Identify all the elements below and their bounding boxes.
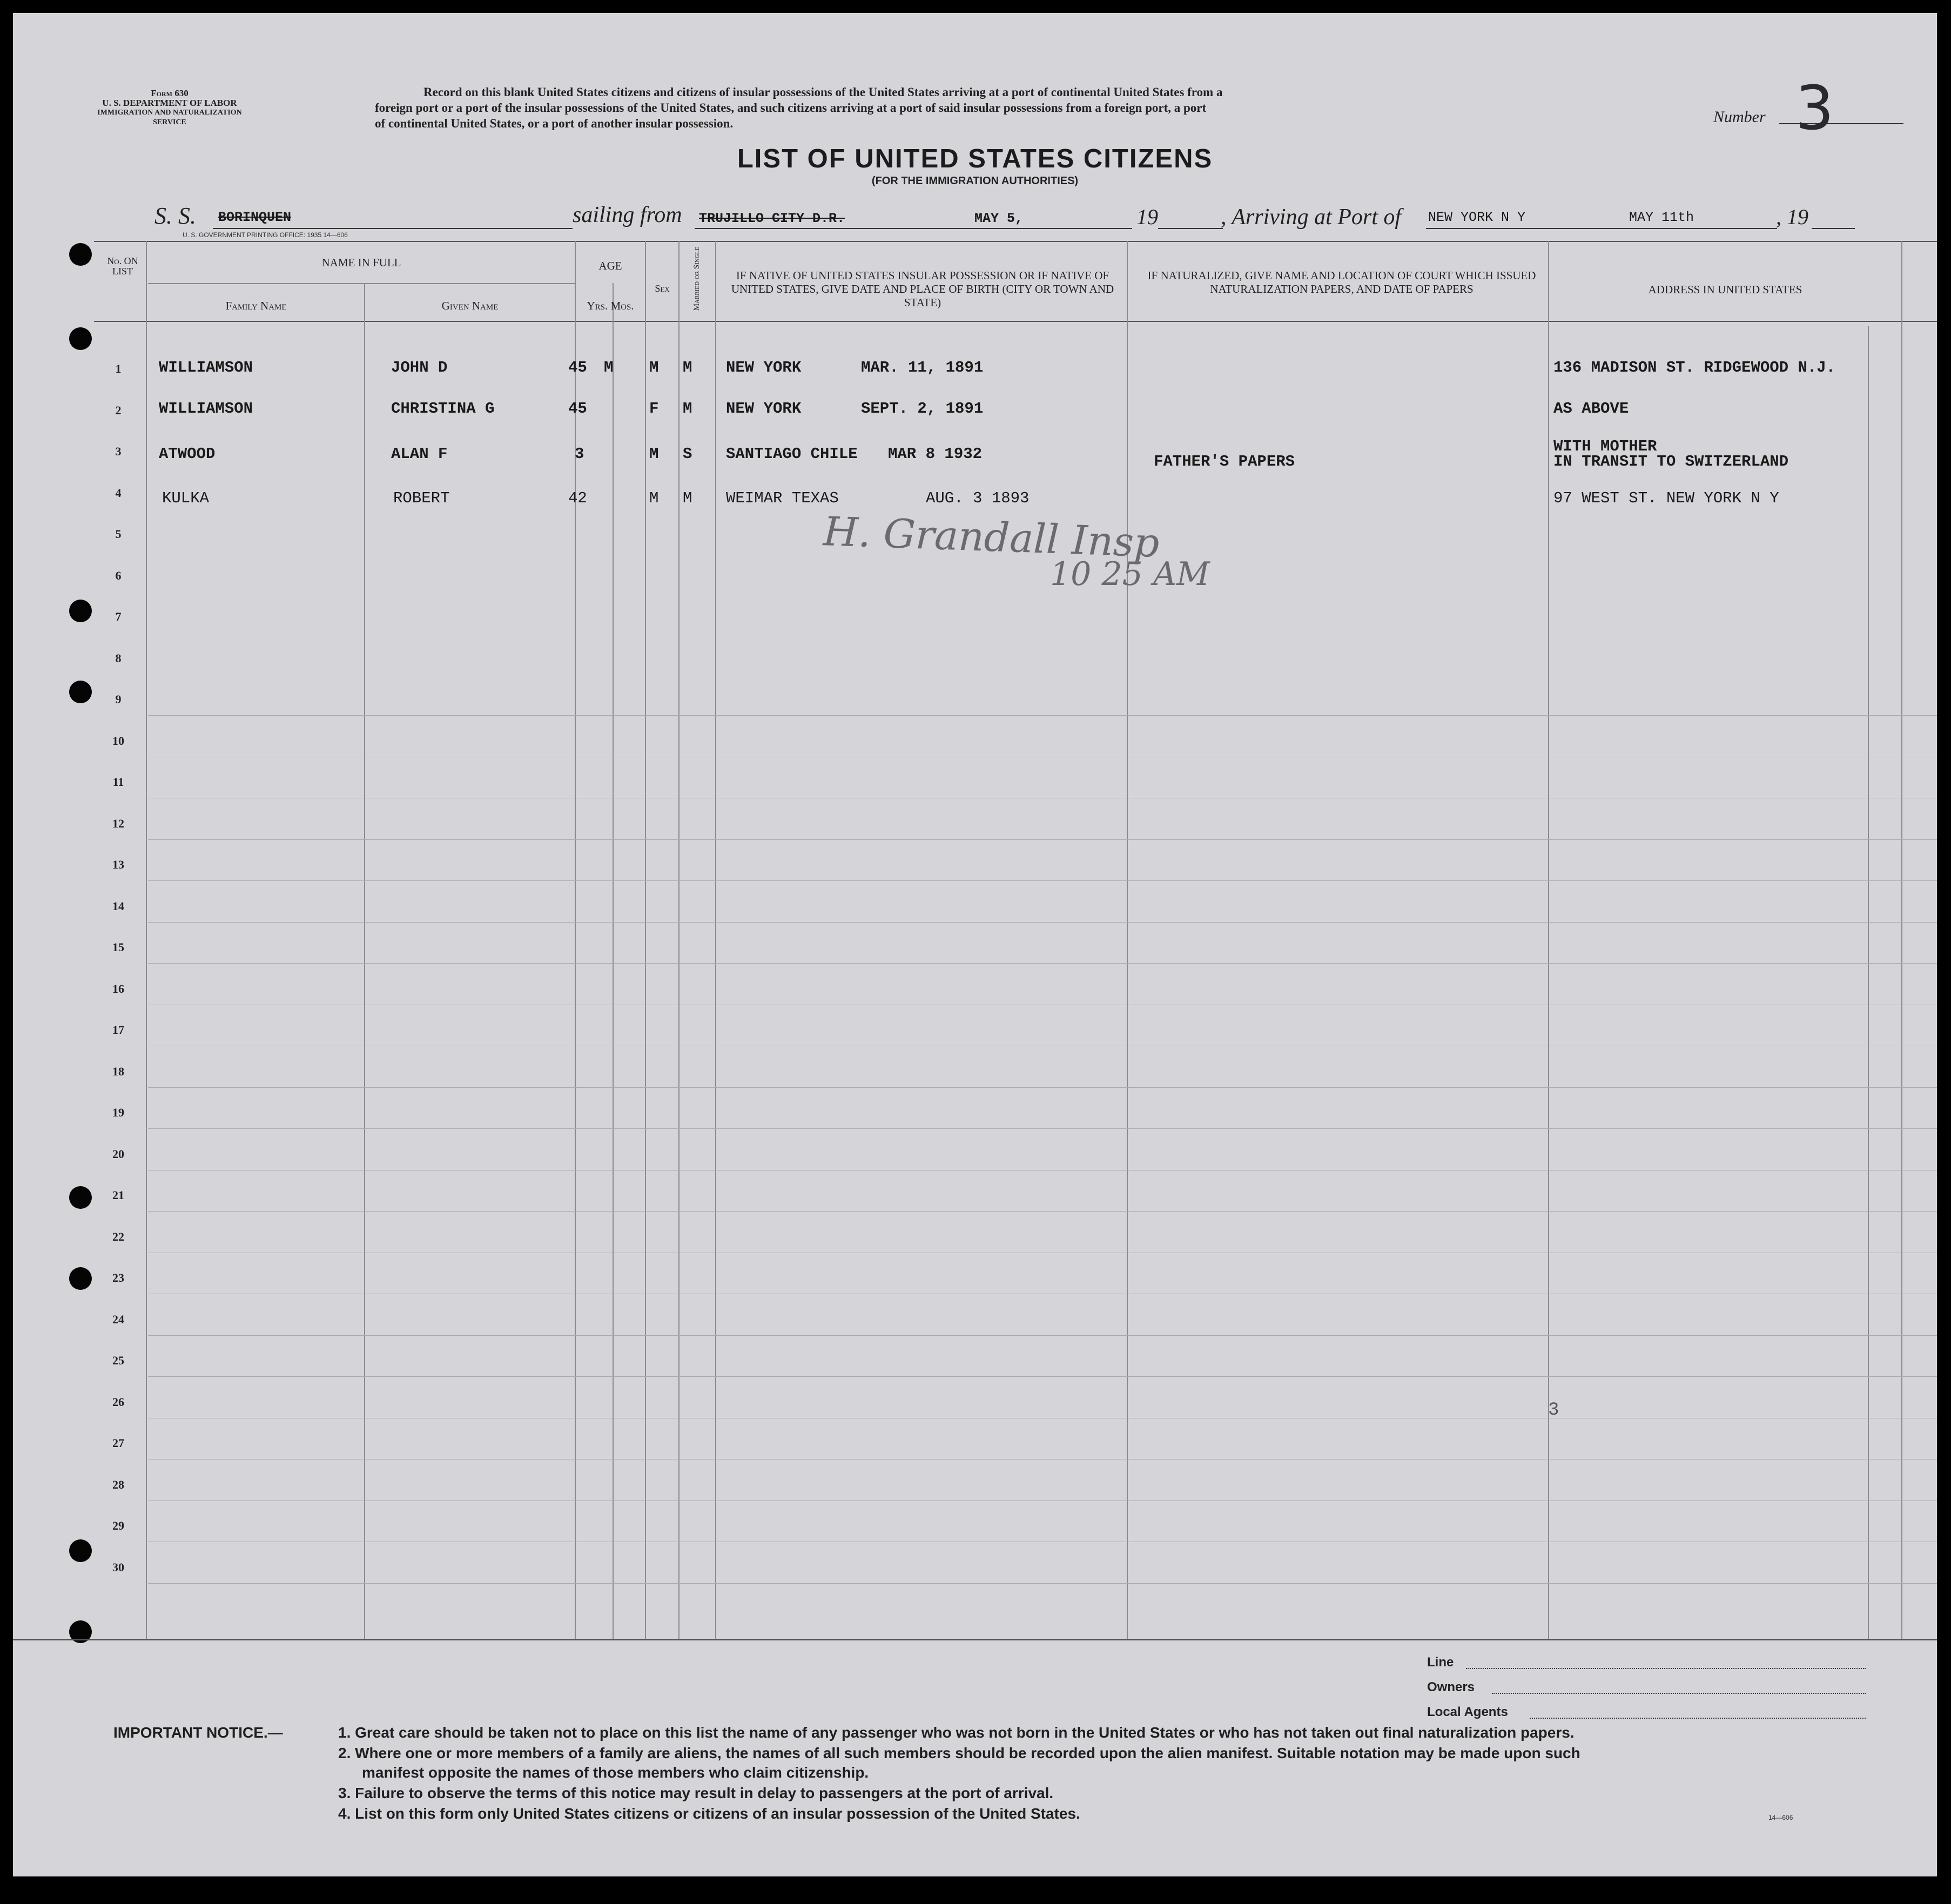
year-prefix-2: , 19 bbox=[1776, 205, 1808, 229]
form-code: 14—606 bbox=[1768, 1814, 1793, 1821]
row-number: 15 bbox=[112, 940, 124, 954]
row-rule bbox=[148, 1335, 1937, 1336]
given-name-cell: JOHN D bbox=[391, 359, 448, 376]
year-prefix: 19 bbox=[1136, 205, 1158, 229]
col-line bbox=[1127, 241, 1128, 1639]
punch-hole bbox=[69, 600, 92, 622]
punch-hole bbox=[69, 327, 92, 350]
ship-underline bbox=[213, 228, 573, 229]
birthdate-cell: SEPT. 2, 1891 bbox=[861, 400, 984, 418]
birthdate-cell: AUG. 3 1893 bbox=[926, 489, 1030, 507]
row-number: 2 bbox=[115, 403, 122, 417]
row-number: 26 bbox=[112, 1395, 124, 1409]
row-number: 9 bbox=[115, 692, 122, 706]
row-number: 24 bbox=[112, 1313, 124, 1326]
given-name-cell: ROBERT bbox=[393, 489, 450, 507]
row-number: 1 bbox=[115, 362, 122, 375]
col-line bbox=[146, 241, 147, 1639]
row-number: 6 bbox=[115, 569, 122, 582]
notice-item: 3. Failure to observe the terms of this notice may result in delay to passengers at the port of arrival. bbox=[338, 1785, 1054, 1801]
departure-port: TRUJILLO CITY D.R. bbox=[699, 211, 845, 226]
col-line bbox=[364, 283, 365, 1639]
sailing-underline bbox=[695, 228, 1132, 229]
row-rule bbox=[148, 963, 1937, 964]
marital-cell: M bbox=[683, 400, 692, 418]
service-name: IMMIGRATION AND NATURALIZATION SERVICE bbox=[97, 109, 242, 126]
sex-cell: M bbox=[649, 489, 659, 507]
row-rule bbox=[148, 1211, 1937, 1212]
row-number: 30 bbox=[112, 1560, 124, 1574]
notice-item: 2. Where one or more members of a family are aliens, the names of all such members should be recorded upon the alien manifest. Suitable notation may be made upon such bbox=[338, 1745, 1580, 1761]
row-number: 28 bbox=[112, 1478, 124, 1491]
instructions-line: of continental United States, or a port of another insular possession. bbox=[375, 117, 734, 130]
instructions bbox=[375, 84, 1650, 131]
inspector-signature: H. Grandall Insp bbox=[822, 508, 1160, 567]
notice-title: IMPORTANT NOTICE.— bbox=[113, 1724, 283, 1741]
col-line bbox=[613, 283, 614, 1639]
header-age: AGE bbox=[598, 259, 622, 272]
col-line bbox=[645, 241, 646, 1639]
arrival-date: MAY 11th bbox=[1629, 210, 1694, 225]
name-header-rule bbox=[148, 283, 575, 284]
row-rule bbox=[148, 1583, 1937, 1584]
row-number: 13 bbox=[112, 858, 124, 871]
form-number: Form 630 bbox=[151, 88, 189, 98]
family-name-cell: KULKA bbox=[162, 489, 210, 507]
marital-cell: M bbox=[683, 359, 692, 376]
row-number: 22 bbox=[112, 1230, 124, 1243]
header-address: ADDRESS IN UNITED STATES bbox=[1648, 283, 1802, 296]
row-number: 14 bbox=[112, 899, 124, 913]
col-line bbox=[1868, 326, 1869, 1639]
row-rule bbox=[148, 880, 1937, 881]
birthplace-cell: WEIMAR TEXAS bbox=[726, 489, 839, 507]
sex-cell: M bbox=[649, 359, 659, 376]
page-subtitle: (FOR THE IMMIGRATION AUTHORITIES) bbox=[871, 175, 1079, 187]
header-naturalized: IF NATURALIZED, GIVE NAME AND LOCATION OF COURT WHICH ISSUED NATURALIZATION PAPERS, AND DATE OF PAPERS bbox=[1147, 269, 1536, 295]
birthplace-cell: NEW YORK bbox=[726, 359, 802, 376]
address-cell-line2: IN TRANSIT TO SWITZERLAND bbox=[1553, 453, 1789, 470]
line-label: Line bbox=[1427, 1655, 1454, 1670]
birthdate-cell: MAR. 11, 1891 bbox=[861, 359, 984, 376]
number-value: 3 bbox=[1795, 73, 1834, 144]
col-line bbox=[1548, 241, 1549, 1639]
notice-item: 1. Great care should be taken not to place on this list the name of any passenger who was not born in the United States or who has not taken out final naturalization papers. bbox=[338, 1724, 1575, 1741]
age-cell: 45 bbox=[568, 359, 587, 376]
stray-mark: 3 bbox=[1548, 1400, 1559, 1421]
table-top-border bbox=[94, 241, 1937, 242]
owners-label: Owners bbox=[1427, 1680, 1475, 1694]
agents-label: Local Agents bbox=[1427, 1705, 1508, 1719]
header-family-name: Family Name bbox=[225, 299, 287, 312]
family-name-cell: ATWOOD bbox=[159, 445, 216, 463]
header-bottom-border bbox=[94, 321, 1937, 322]
row-number: 18 bbox=[112, 1065, 124, 1078]
header-sex: Sex bbox=[655, 283, 670, 294]
punch-hole bbox=[69, 243, 92, 266]
row-rule bbox=[148, 1087, 1937, 1088]
sex-cell: F bbox=[649, 400, 659, 418]
col-line bbox=[678, 241, 680, 1639]
instructions-line: Record on this blank United States citizens and citizens of insular possessions of the United States arriving at a port of continental United States from a bbox=[423, 85, 1223, 99]
owners-field bbox=[1492, 1693, 1866, 1694]
row-number: 27 bbox=[112, 1436, 124, 1450]
col-line bbox=[1901, 241, 1902, 1639]
punch-hole bbox=[69, 1186, 92, 1209]
address-cell: AS ABOVE bbox=[1553, 400, 1629, 418]
sex-cell: M bbox=[649, 445, 659, 463]
instructions-line: foreign port or a port of the insular possessions of the United States, and such citizens arriving at a port of said insular possessions from a foreign port, a port bbox=[375, 101, 1207, 115]
row-number: 4 bbox=[115, 486, 122, 500]
table-bottom-border bbox=[13, 1639, 1937, 1640]
sailing-label: sailing from bbox=[573, 203, 682, 227]
notice-item: manifest opposite the names of those members who claim citizenship. bbox=[362, 1764, 869, 1781]
row-number: 25 bbox=[112, 1354, 124, 1367]
row-number: 23 bbox=[112, 1271, 124, 1284]
birthplace-cell: SANTIAGO CHILE bbox=[726, 445, 858, 463]
row-rule bbox=[148, 1376, 1937, 1377]
row-number: 5 bbox=[115, 527, 122, 541]
naturalization-cell: FATHER'S PAPERS bbox=[1154, 453, 1295, 470]
ship-name: BORINQUEN bbox=[218, 210, 292, 225]
family-name-cell: WILLIAMSON bbox=[159, 400, 253, 418]
department-name: U. S. DEPARTMENT OF LABOR bbox=[102, 98, 237, 108]
header-yrs-mos: Yrs. Mos. bbox=[587, 299, 634, 312]
header-given-name: Given Name bbox=[441, 299, 499, 312]
col-line bbox=[715, 241, 716, 1639]
ss-label: S. S. bbox=[154, 203, 196, 229]
port-underline bbox=[1426, 228, 1777, 229]
age-cell: 45 bbox=[568, 400, 587, 418]
inspection-time: 10 25 AM bbox=[1050, 555, 1210, 593]
row-number: 12 bbox=[112, 817, 124, 830]
row-number: 10 bbox=[112, 734, 124, 748]
punch-hole bbox=[69, 1539, 92, 1562]
birthplace-cell: NEW YORK bbox=[726, 400, 802, 418]
birthdate-cell: MAR 8 1932 bbox=[888, 445, 983, 463]
row-number: 3 bbox=[115, 445, 122, 458]
agents-field bbox=[1530, 1718, 1866, 1719]
row-number: 11 bbox=[112, 775, 124, 789]
year-underline bbox=[1158, 228, 1223, 229]
arrival-port: NEW YORK N Y bbox=[1428, 210, 1526, 225]
row-number: 19 bbox=[112, 1106, 124, 1119]
given-name-cell: CHRISTINA G bbox=[391, 400, 495, 418]
family-name-cell: WILLIAMSON bbox=[159, 359, 253, 376]
row-rule bbox=[148, 839, 1937, 840]
address-cell: 136 MADISON ST. RIDGEWOOD N.J. bbox=[1553, 359, 1836, 376]
header-no: No. ON LIST bbox=[107, 255, 138, 277]
year2-underline bbox=[1812, 228, 1855, 229]
header-name-in-full: NAME IN FULL bbox=[321, 256, 401, 269]
row-number: 17 bbox=[112, 1023, 124, 1037]
row-number: 21 bbox=[112, 1188, 124, 1202]
header-marital: Married or Single bbox=[692, 246, 701, 311]
page-title: LIST OF UNITED STATES CITIZENS bbox=[737, 144, 1213, 173]
months-cell: M bbox=[604, 359, 614, 376]
row-number: 29 bbox=[112, 1519, 124, 1532]
marital-cell: M bbox=[683, 489, 692, 507]
arriving-label: , Arriving at Port of bbox=[1221, 205, 1402, 230]
marital-cell: S bbox=[683, 445, 692, 463]
punch-hole bbox=[69, 1267, 92, 1290]
notice-item: 4. List on this form only United States citizens or citizens of an insular possession of the United States. bbox=[338, 1805, 1080, 1822]
header-birth: IF NATIVE OF UNITED STATES INSULAR POSSESSION OR IF NATIVE OF UNITED STATES, GIVE DATE AND PLACE OF BIRTH (CITY OR TOWN AND STATE) bbox=[731, 269, 1114, 309]
row-number: 16 bbox=[112, 982, 124, 995]
row-rule bbox=[148, 715, 1937, 716]
address-cell: 97 WEST ST. NEW YORK N Y bbox=[1553, 489, 1779, 507]
address-cell: WITH MOTHER bbox=[1553, 438, 1657, 455]
number-label: Number bbox=[1713, 108, 1766, 126]
row-number: 20 bbox=[112, 1147, 124, 1161]
row-rule bbox=[148, 922, 1937, 923]
line-field bbox=[1466, 1668, 1866, 1669]
punch-hole bbox=[69, 681, 92, 703]
row-rule bbox=[148, 1128, 1937, 1129]
sail-date: MAY 5, bbox=[974, 211, 1024, 226]
age-cell: 42 bbox=[568, 489, 587, 507]
row-number: 7 bbox=[115, 610, 122, 623]
form-id bbox=[83, 89, 256, 127]
printing-office: U. S. GOVERNMENT PRINTING OFFICE: 1935 14—606 bbox=[183, 231, 348, 239]
manifest-page bbox=[13, 13, 1937, 1876]
age-cell: 3 bbox=[575, 445, 584, 463]
row-number: 8 bbox=[115, 651, 122, 665]
given-name-cell: ALAN F bbox=[391, 445, 448, 463]
